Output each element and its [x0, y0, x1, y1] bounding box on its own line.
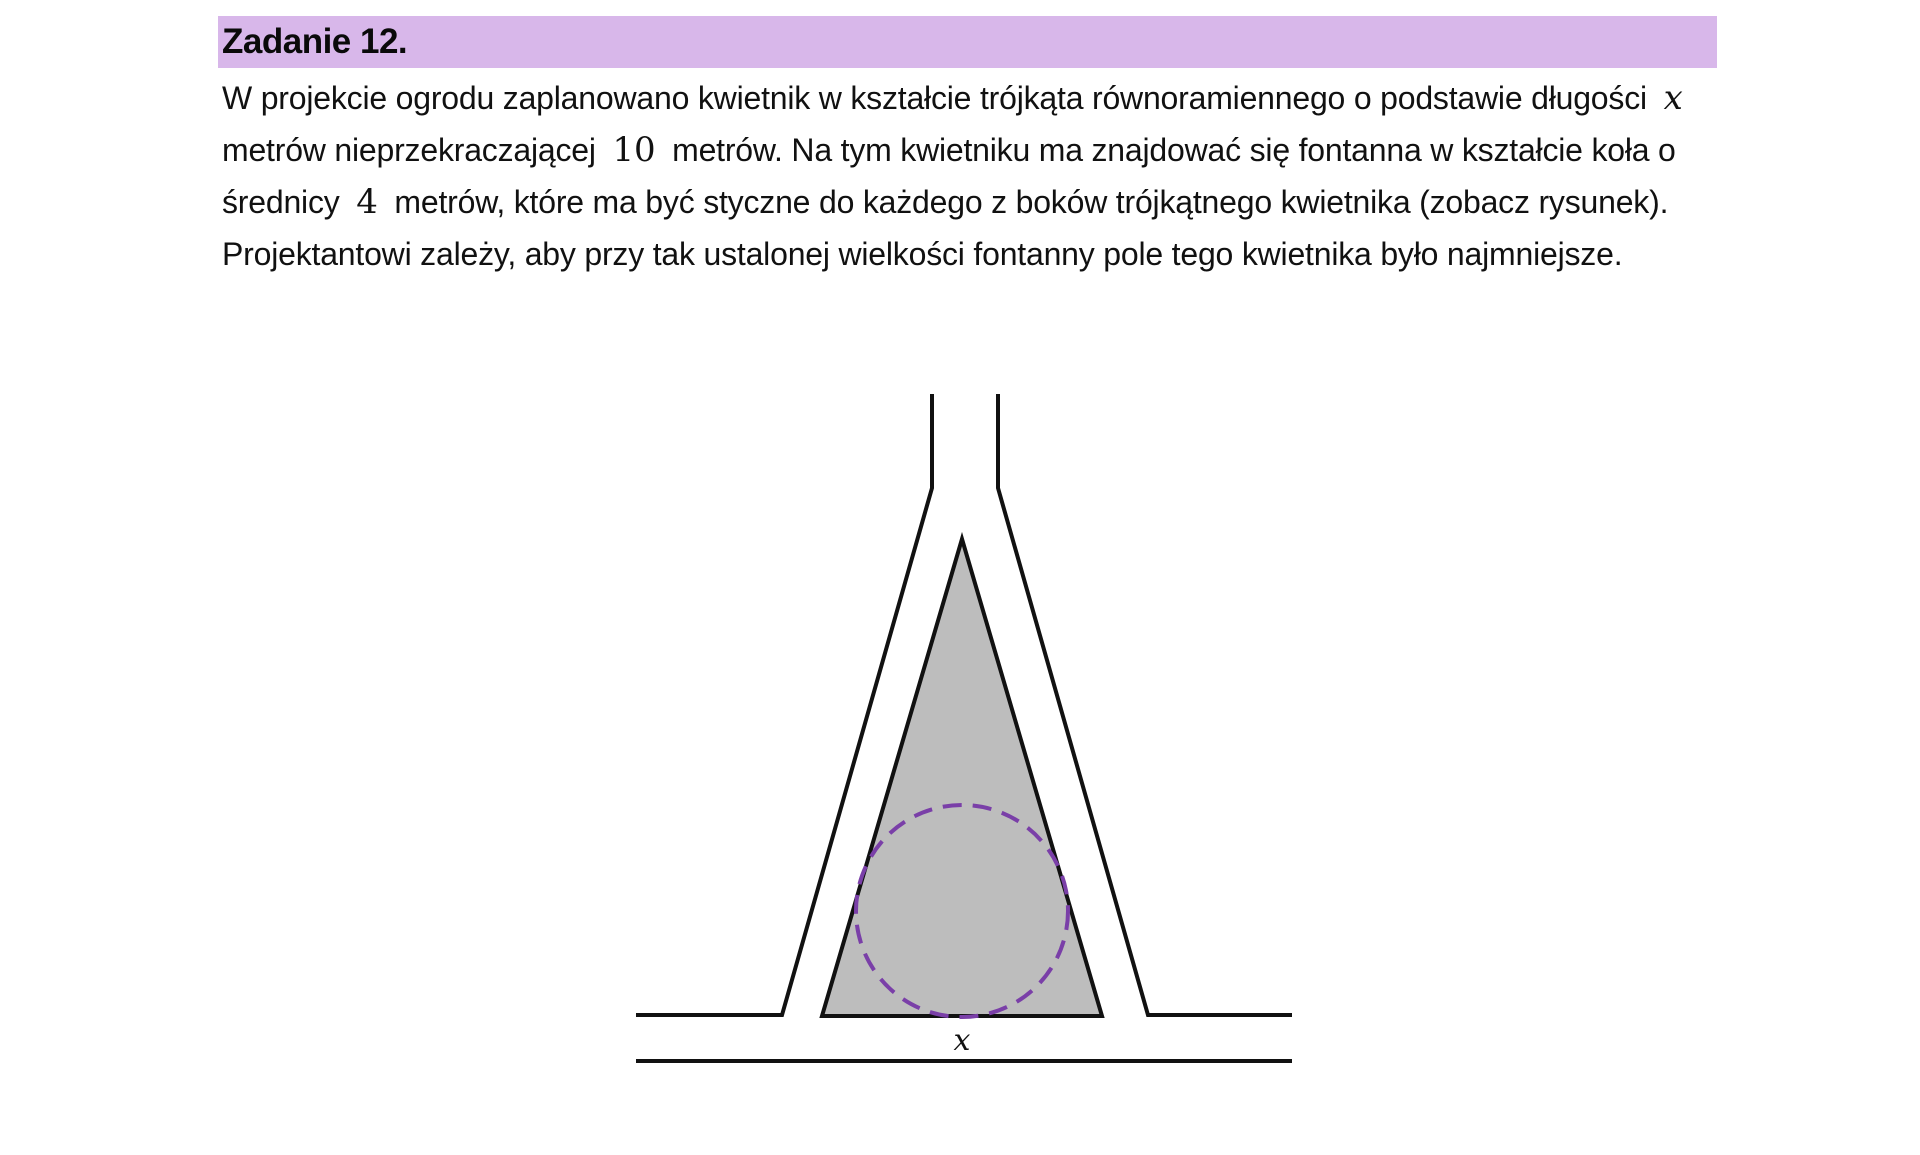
task-header: [218, 16, 1717, 68]
math-variable-x: x: [1663, 78, 1683, 118]
task-text-part-2: metrów nieprzekraczającej: [222, 132, 596, 168]
math-number-4: 4: [356, 182, 378, 222]
math-number-10: 10: [612, 130, 656, 170]
path-left-border: [636, 394, 932, 1015]
base-label-x: x: [953, 1023, 971, 1058]
task-title: Zadanie 12.: [222, 22, 408, 61]
flowerbed-triangle: [822, 539, 1102, 1016]
path-right-border: [998, 394, 1292, 1015]
task-text-part-4: metrów, które ma być styczne do każdego z boków trójkątnego kwietnika (zobacz rysunek). Projektantowi zależy, aby przy tak ustalonej wielkości fontanny pole tego kwietnika było najmniejsze.: [222, 184, 1669, 272]
task-text-part-1: W projekcie ogrodu zaplanowano kwietnik w kształcie trójkąta równoramiennego o podstawie długości: [222, 80, 1647, 116]
task-text-part-3: metrów. Na tym kwietniku ma znajdować się fontanna w kształcie koła o średnicy: [222, 132, 1676, 220]
task-text: [222, 72, 1717, 280]
fountain-circle: [856, 805, 1068, 1017]
